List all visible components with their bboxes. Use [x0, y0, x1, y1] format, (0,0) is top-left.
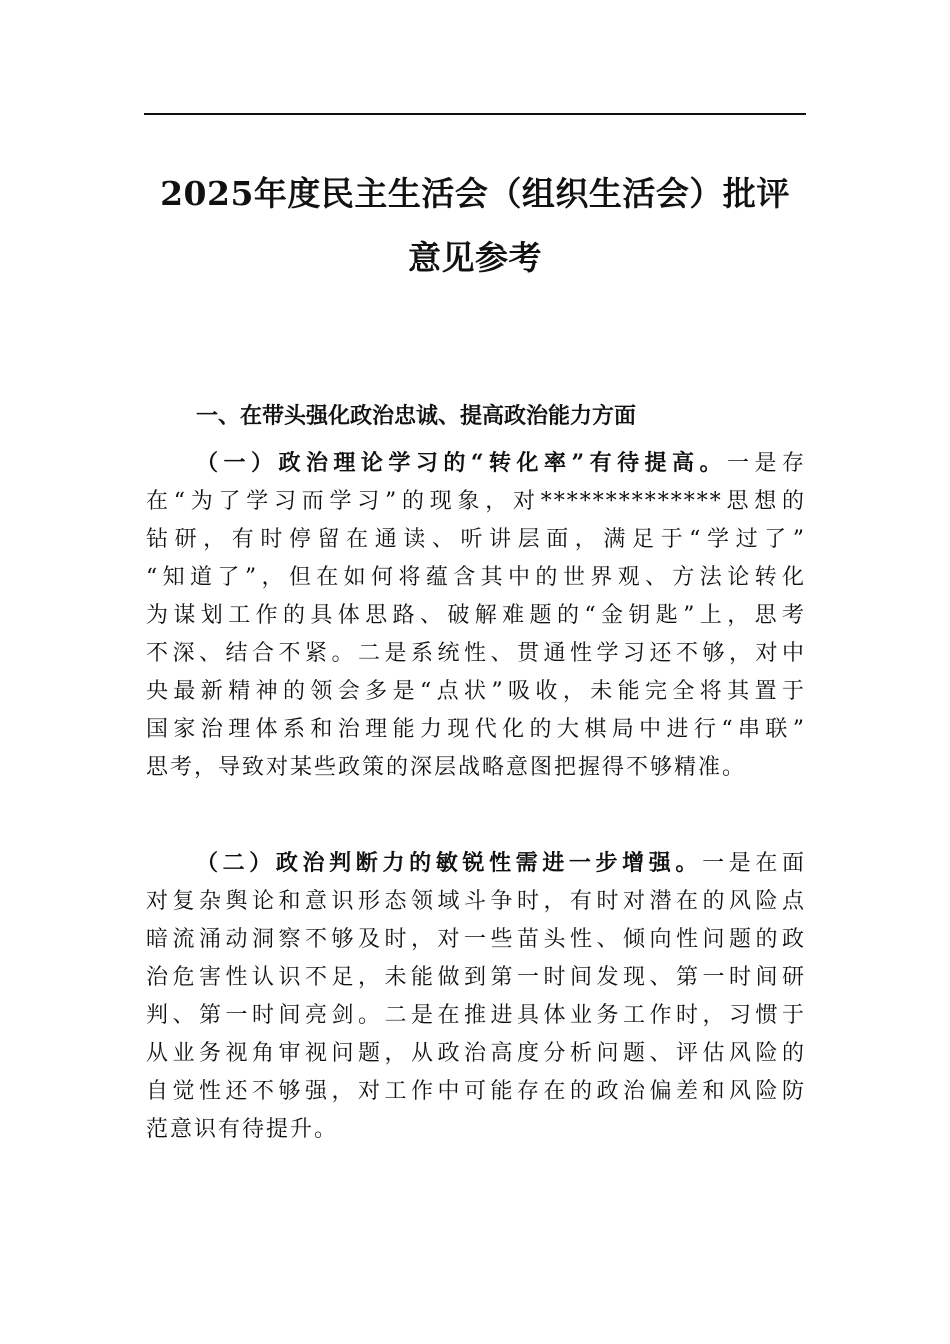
title-line-1: 2025年度民主生活会（组织生活会）批评 — [160, 174, 790, 213]
document-title — [130, 162, 820, 290]
paragraph-1-line-7: 央最新精神的领会多是“点状”吸收，未能完全将其置于 — [146, 679, 806, 704]
paragraph-1-line-2: 在“为了学习而学习”的现象，对**************思想的 — [146, 489, 806, 514]
header-rule — [144, 113, 806, 115]
title-line-2: 意见参考 — [408, 238, 542, 277]
paragraph-2-line-7: 自觉性还不够强，对工作中可能存在的政治偏差和风险防 — [146, 1079, 806, 1104]
paragraph-2-line-5: 判、第一时间亮剑。二是在推进具体业务工作时，习惯于 — [146, 1003, 806, 1028]
paragraph-2-line-8: 范意识有待提升。 — [146, 1117, 339, 1142]
paragraph-1-line-3: 钻研，有时停留在通读、听讲层面，满足于“学过了” — [146, 527, 806, 552]
paragraph-2-line-1: （二）政治判断力的敏锐性需进一步增强。一是在面 — [196, 850, 806, 876]
paragraph-1-line-1: （一）政治理论学习的“转化率”有待提高。一是存 — [196, 450, 806, 476]
paragraph-2-line-4: 治危害性认识不足，未能做到第一时间发现、第一时间研 — [146, 965, 806, 990]
paragraph-1-line-6: 不深、结合不紧。二是系统性、贯通性学习还不够，对中 — [146, 641, 806, 666]
paragraph-1-line-4: “知道了”，但在如何将蕴含其中的世界观、方法论转化 — [146, 565, 806, 590]
paragraph-1 — [146, 444, 806, 787]
paragraph-2-line-1-lead: （二）政治判断力的敏锐性需进一步增强。 — [196, 850, 703, 876]
paragraph-1-line-1-lead: （一）政治理论学习的“转化率”有待提高。 — [196, 450, 728, 476]
paragraph-2-line-2: 对复杂舆论和意识形态领域斗争时，有时对潜在的风险点 — [146, 889, 806, 914]
paragraph-2 — [146, 844, 806, 1149]
paragraph-1-line-5: 为谋划工作的具体思路、破解难题的“金钥匙”上，思考 — [146, 603, 806, 628]
paragraph-2-line-3: 暗流涌动洞察不够及时，对一些苗头性、倾向性问题的政 — [146, 927, 806, 952]
paragraph-2-line-6: 从业务视角审视问题，从政治高度分析问题、评估风险的 — [146, 1041, 806, 1066]
section-heading-1: 一、在带头强化政治忠诚、提高政治能力方面 — [196, 403, 637, 429]
paragraph-1-line-9: 思考，导致对某些政策的深层战略意图把握得不够精准。 — [146, 755, 747, 780]
paragraph-1-line-8: 国家治理体系和治理能力现代化的大棋局中进行“串联” — [146, 717, 806, 742]
